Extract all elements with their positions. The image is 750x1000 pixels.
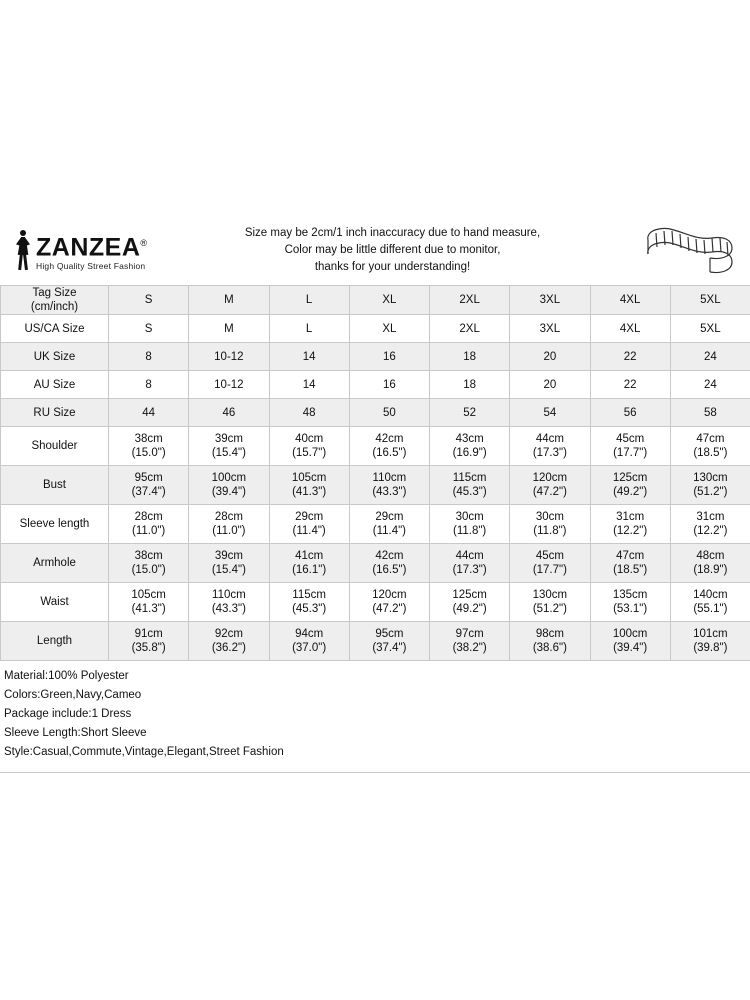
table-cell: 2XL (430, 286, 510, 315)
cell-cm: 28cm (134, 511, 163, 523)
cell-cm: 135cm (612, 589, 648, 601)
cell-inch: (17.7") (532, 564, 567, 576)
cell-cm: 43cm (455, 433, 484, 445)
cell-cm: 31cm (696, 511, 725, 523)
cell-inch: (11.4") (292, 525, 326, 537)
table-cell: XL (349, 286, 429, 315)
table-row (1, 427, 750, 466)
cell-inch: (41.3") (292, 486, 327, 498)
cell-cm: 97cm (455, 628, 484, 640)
cell-inch: (51.2") (693, 486, 728, 498)
cell-cm: 30cm (455, 511, 484, 523)
cell-cm: 115cm (452, 472, 487, 484)
table-cell: 14 (269, 371, 349, 399)
table-cell (269, 583, 349, 622)
table-cell (349, 622, 429, 661)
cell-inch: (11.0") (212, 525, 246, 537)
cell-inch: (47.2") (532, 486, 567, 498)
table-cell: 22 (590, 371, 670, 399)
row-label-ru-size: RU Size (1, 399, 109, 427)
cell-cm: 44cm (455, 550, 484, 562)
table-row (1, 315, 750, 343)
table-cell (670, 466, 750, 505)
table-cell: 48 (269, 399, 349, 427)
product-details (0, 661, 750, 773)
table-cell (109, 466, 189, 505)
row-label-uk-size: UK Size (1, 343, 109, 371)
notice-line-2: Color may be little different due to monitor, (284, 243, 501, 256)
table-row (1, 371, 750, 399)
cell-cm: 40cm (295, 433, 324, 445)
row-label-length: Length (1, 622, 109, 661)
table-cell (269, 427, 349, 466)
cell-inch: (36.2") (211, 642, 246, 654)
table-cell: 2XL (430, 315, 510, 343)
cell-inch: (37.4") (372, 642, 407, 654)
cell-cm: 38cm (134, 550, 163, 562)
table-row (1, 399, 750, 427)
detail-sleeve-length: Sleeve Length:Short Sleeve (4, 727, 147, 739)
cell-inch: (45.3") (452, 486, 487, 498)
table-cell: 20 (510, 343, 590, 371)
cell-cm: 100cm (612, 628, 648, 640)
cell-inch: (18.5") (693, 447, 728, 459)
row-label-sleeve-length: Sleeve length (1, 505, 109, 544)
chart-header (0, 215, 750, 285)
table-cell: 52 (430, 399, 510, 427)
table-cell: 10-12 (189, 371, 269, 399)
table-cell (670, 583, 750, 622)
detail-style: Style:Casual,Commute,Vintage,Elegant,Street Fashion (4, 746, 284, 758)
table-cell (590, 505, 670, 544)
table-cell: 18 (430, 371, 510, 399)
cell-cm: 125cm (612, 472, 648, 484)
cell-inch: (53.1") (613, 603, 648, 615)
table-cell: M (189, 286, 269, 315)
table-cell: L (269, 286, 349, 315)
table-cell: 16 (349, 343, 429, 371)
table-cell (189, 466, 269, 505)
cell-cm: 28cm (214, 511, 243, 523)
cell-inch: (18.5") (613, 564, 648, 576)
row-label-armhole: Armhole (1, 544, 109, 583)
table-cell: 3XL (510, 315, 590, 343)
table-cell: 56 (590, 399, 670, 427)
table-cell: 5XL (670, 286, 750, 315)
table-cell (109, 427, 189, 466)
table-row (1, 343, 750, 371)
row-label-waist: Waist (1, 583, 109, 622)
table-cell (269, 622, 349, 661)
table-cell (510, 466, 590, 505)
cell-inch: (45.3") (292, 603, 327, 615)
table-cell: XL (349, 315, 429, 343)
brand-text (36, 228, 148, 272)
table-cell: 4XL (590, 315, 670, 343)
table-cell (349, 544, 429, 583)
table-row (1, 583, 750, 622)
cell-cm: 45cm (535, 550, 564, 562)
table-cell (189, 505, 269, 544)
table-row (1, 544, 750, 583)
cell-inch: (47.2") (372, 603, 407, 615)
table-cell (670, 544, 750, 583)
registered-mark: ® (140, 237, 148, 248)
table-cell: 8 (109, 371, 189, 399)
table-cell: 24 (670, 343, 750, 371)
cell-cm: 130cm (693, 472, 728, 484)
measurement-notice (191, 225, 634, 276)
table-row (1, 466, 750, 505)
brand-logo (6, 228, 191, 272)
cell-inch: (39.8") (693, 642, 728, 654)
cell-cm: 47cm (616, 550, 645, 562)
row-label-us-ca-size: US/CA Size (1, 315, 109, 343)
table-cell: 10-12 (189, 343, 269, 371)
cell-inch: (15.0") (131, 564, 166, 576)
table-cell (510, 583, 590, 622)
table-cell (590, 427, 670, 466)
table-cell (670, 427, 750, 466)
row-label-tag-size (1, 286, 109, 315)
table-cell (590, 622, 670, 661)
cell-inch: (15.4") (211, 447, 246, 459)
table-cell (590, 466, 670, 505)
table-cell: 54 (510, 399, 590, 427)
detail-colors: Colors:Green,Navy,Cameo (4, 689, 142, 701)
measuring-tape-illustration (634, 224, 744, 276)
table-cell (109, 583, 189, 622)
notice-line-3: thanks for your understanding! (314, 260, 471, 273)
table-cell (510, 622, 590, 661)
cell-cm: 29cm (375, 511, 404, 523)
cell-inch: (17.3") (452, 564, 487, 576)
cell-inch: (35.8") (131, 642, 166, 654)
cell-inch: (41.3") (131, 603, 166, 615)
table-cell: 24 (670, 371, 750, 399)
table-cell: 3XL (510, 286, 590, 315)
table-cell: 44 (109, 399, 189, 427)
size-chart-sheet (0, 215, 750, 773)
table-cell: 46 (189, 399, 269, 427)
table-cell (109, 505, 189, 544)
cell-cm: 140cm (693, 589, 728, 601)
row-label-bust: Bust (1, 466, 109, 505)
cell-cm: 31cm (616, 511, 645, 523)
cell-cm: 30cm (535, 511, 564, 523)
cell-cm: 110cm (372, 472, 407, 484)
table-cell (189, 583, 269, 622)
cell-cm: 39cm (214, 550, 243, 562)
cell-cm: 120cm (372, 589, 407, 601)
size-table (0, 285, 750, 661)
cell-cm: 39cm (214, 433, 243, 445)
cell-inch: (11.4") (372, 525, 407, 537)
table-cell: 20 (510, 371, 590, 399)
table-cell: 22 (590, 343, 670, 371)
table-row (1, 622, 750, 661)
table-cell (510, 505, 590, 544)
cell-inch: (51.2") (532, 603, 567, 615)
cell-cm: 105cm (131, 589, 166, 601)
cell-inch: (17.7") (613, 447, 648, 459)
cell-cm: 115cm (292, 589, 326, 601)
row-label-line-2: (cm/inch) (30, 301, 79, 313)
cell-cm: 38cm (134, 433, 163, 445)
table-cell: 18 (430, 343, 510, 371)
cell-cm: 47cm (696, 433, 725, 445)
cell-cm: 91cm (134, 628, 163, 640)
table-cell (590, 544, 670, 583)
table-cell (269, 544, 349, 583)
row-label-au-size: AU Size (1, 371, 109, 399)
cell-inch: (49.2") (613, 486, 648, 498)
cell-cm: 45cm (616, 433, 645, 445)
table-cell (189, 427, 269, 466)
table-cell (269, 466, 349, 505)
cell-inch: (16.5") (372, 447, 407, 459)
cell-inch: (11.8") (452, 525, 487, 537)
table-cell (269, 505, 349, 544)
table-cell (430, 544, 510, 583)
row-label-line-1: Tag Size (32, 287, 77, 299)
table-cell (349, 583, 429, 622)
cell-cm: 95cm (375, 628, 404, 640)
cell-inch: (37.4") (131, 486, 166, 498)
cell-inch: (15.0") (131, 447, 166, 459)
brand-name-text: ZANZEA (36, 233, 141, 262)
cell-inch: (12.2") (613, 525, 648, 537)
table-cell (430, 622, 510, 661)
cell-inch: (49.2") (452, 603, 487, 615)
table-cell: S (109, 286, 189, 315)
table-cell (430, 427, 510, 466)
table-cell (590, 583, 670, 622)
cell-inch: (55.1") (693, 603, 728, 615)
cell-cm: 98cm (535, 628, 564, 640)
cell-inch: (16.5") (372, 564, 407, 576)
table-cell: 4XL (590, 286, 670, 315)
table-cell (189, 544, 269, 583)
cell-inch: (16.1") (292, 564, 327, 576)
table-cell (670, 505, 750, 544)
table-cell: 58 (670, 399, 750, 427)
cell-cm: 44cm (535, 433, 564, 445)
cell-inch: (17.3") (532, 447, 567, 459)
cell-inch: (38.2") (452, 642, 487, 654)
detail-package: Package include:1 Dress (4, 708, 132, 720)
table-cell: S (109, 315, 189, 343)
brand-name (36, 230, 148, 260)
detail-material: Material:100% Polyester (4, 670, 129, 682)
cell-cm: 130cm (532, 589, 568, 601)
cell-cm: 95cm (134, 472, 163, 484)
table-cell (510, 427, 590, 466)
cell-cm: 120cm (532, 472, 568, 484)
table-cell (670, 622, 750, 661)
cell-inch: (16.9") (452, 447, 487, 459)
cell-cm: 105cm (291, 472, 327, 484)
cell-inch: (18.9") (693, 564, 728, 576)
table-cell (430, 505, 510, 544)
table-cell (510, 544, 590, 583)
table-cell: 8 (109, 343, 189, 371)
cell-inch: (15.4") (211, 564, 246, 576)
cell-cm: 101cm (693, 628, 728, 640)
table-cell: 50 (349, 399, 429, 427)
table-cell: 14 (269, 343, 349, 371)
cell-cm: 42cm (375, 433, 404, 445)
cell-inch: (39.4") (613, 642, 648, 654)
cell-cm: 100cm (211, 472, 247, 484)
measuring-tape-icon (636, 224, 736, 276)
cell-cm: 42cm (375, 550, 404, 562)
cell-cm: 41cm (295, 550, 324, 562)
cell-inch: (38.6") (532, 642, 567, 654)
table-cell: 16 (349, 371, 429, 399)
brand-tagline: High Quality Street Fashion (36, 261, 146, 272)
table-cell (349, 466, 429, 505)
cell-inch: (37.0") (292, 642, 327, 654)
cell-inch: (43.3") (372, 486, 407, 498)
table-cell (430, 466, 510, 505)
cell-cm: 125cm (452, 589, 487, 601)
cell-inch: (11.8") (533, 525, 567, 537)
row-label-shoulder: Shoulder (1, 427, 109, 466)
cell-inch: (12.2") (693, 525, 728, 537)
notice-line-1: Size may be 2cm/1 inch inaccuracy due to hand measure, (244, 226, 541, 239)
table-row (1, 286, 750, 315)
table-cell: 5XL (670, 315, 750, 343)
cell-cm: 94cm (295, 628, 324, 640)
table-cell: M (189, 315, 269, 343)
table-cell (109, 622, 189, 661)
table-cell (349, 505, 429, 544)
table-cell (430, 583, 510, 622)
table-cell: L (269, 315, 349, 343)
woman-figure-icon (12, 228, 34, 272)
table-cell (109, 544, 189, 583)
cell-cm: 110cm (212, 589, 246, 601)
table-row (1, 505, 750, 544)
cell-inch: (39.4") (211, 486, 246, 498)
cell-cm: 29cm (295, 511, 324, 523)
cell-inch: (15.7") (292, 447, 327, 459)
cell-inch: (11.0") (131, 525, 166, 537)
table-cell (189, 622, 269, 661)
cell-inch: (43.3") (211, 603, 246, 615)
table-cell (349, 427, 429, 466)
cell-cm: 48cm (696, 550, 725, 562)
cell-cm: 92cm (214, 628, 243, 640)
